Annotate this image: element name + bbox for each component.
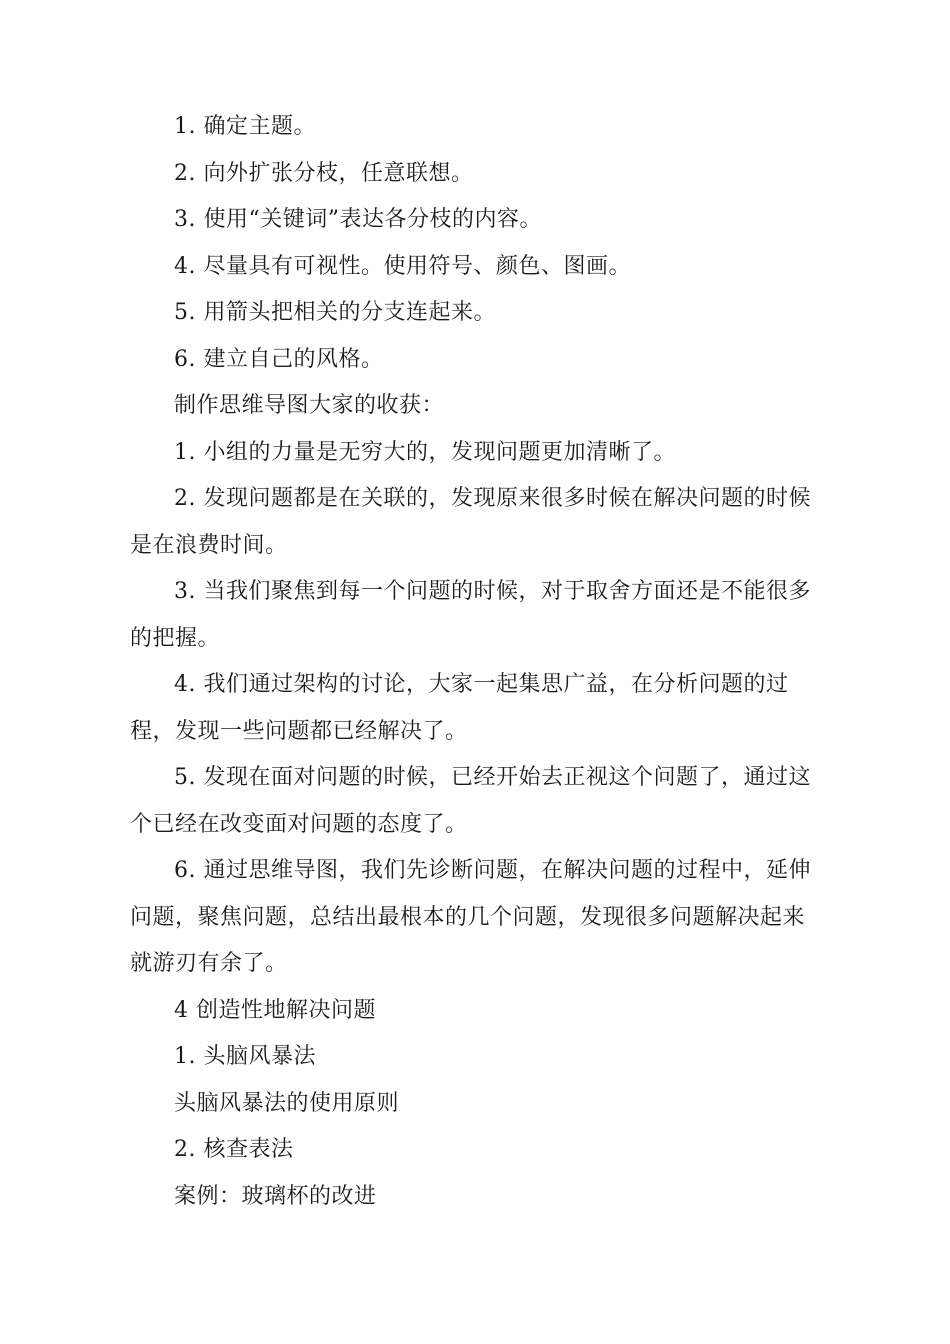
document-body: [130, 104, 820, 1220]
gain-item-3: 3. 当我们聚焦到每一个问题的时候，对于取舍方面还是不能很多的把握。: [130, 579, 811, 651]
gain-item-2: 2. 发现问题都是在关联的，发现原来很多时候在解决问题的时候是在浪费时间。: [130, 486, 811, 558]
section-heading-creative: 4 创造性地解决问题: [174, 997, 376, 1023]
list-item-expand-branches: 2. 向外扩张分枝，任意联想。: [174, 160, 474, 186]
method-checklist: 2. 核查表法: [174, 1137, 294, 1162]
gain-item-6: 6. 通过思维导图，我们先诊断问题，在解决问题的过程中，延伸问题，聚焦问题，总结出最根本的几个问题，发现很多问题解决起来就游刃有余了。: [130, 858, 811, 976]
case-glass-cup: 案例：玻璃杯的改进: [174, 1183, 377, 1209]
list-item-define-topic: 1. 确定主题。: [174, 114, 316, 139]
gain-item-1: 1. 小组的力量是无穷大的，发现问题更加清晰了。: [174, 439, 676, 465]
list-item-keywords: 3. 使用“关键词”表达各分枝的内容。: [174, 207, 542, 232]
list-item-arrows: 5. 用箭头把相关的分支连起来。: [174, 300, 496, 325]
list-item-visual: 4. 尽量具有可视性。使用符号、颜色、图画。: [174, 253, 631, 279]
list-item-style: 6. 建立自己的风格。: [174, 346, 384, 372]
section-heading-gains: 制作思维导图大家的收获：: [174, 393, 445, 418]
brainstorming-principles: 头脑风暴法的使用原则: [174, 1090, 400, 1116]
gain-item-5: 5. 发现在面对问题的时候，已经开始去正视这个问题了，通过这个已经在改变面对问题的态度了。: [130, 765, 811, 837]
method-brainstorming: 1. 头脑风暴法: [174, 1044, 316, 1069]
gain-item-4: 4. 我们通过架构的讨论，大家一起集思广益，在分析问题的过程，发现一些问题都已经解决了。: [130, 672, 789, 744]
